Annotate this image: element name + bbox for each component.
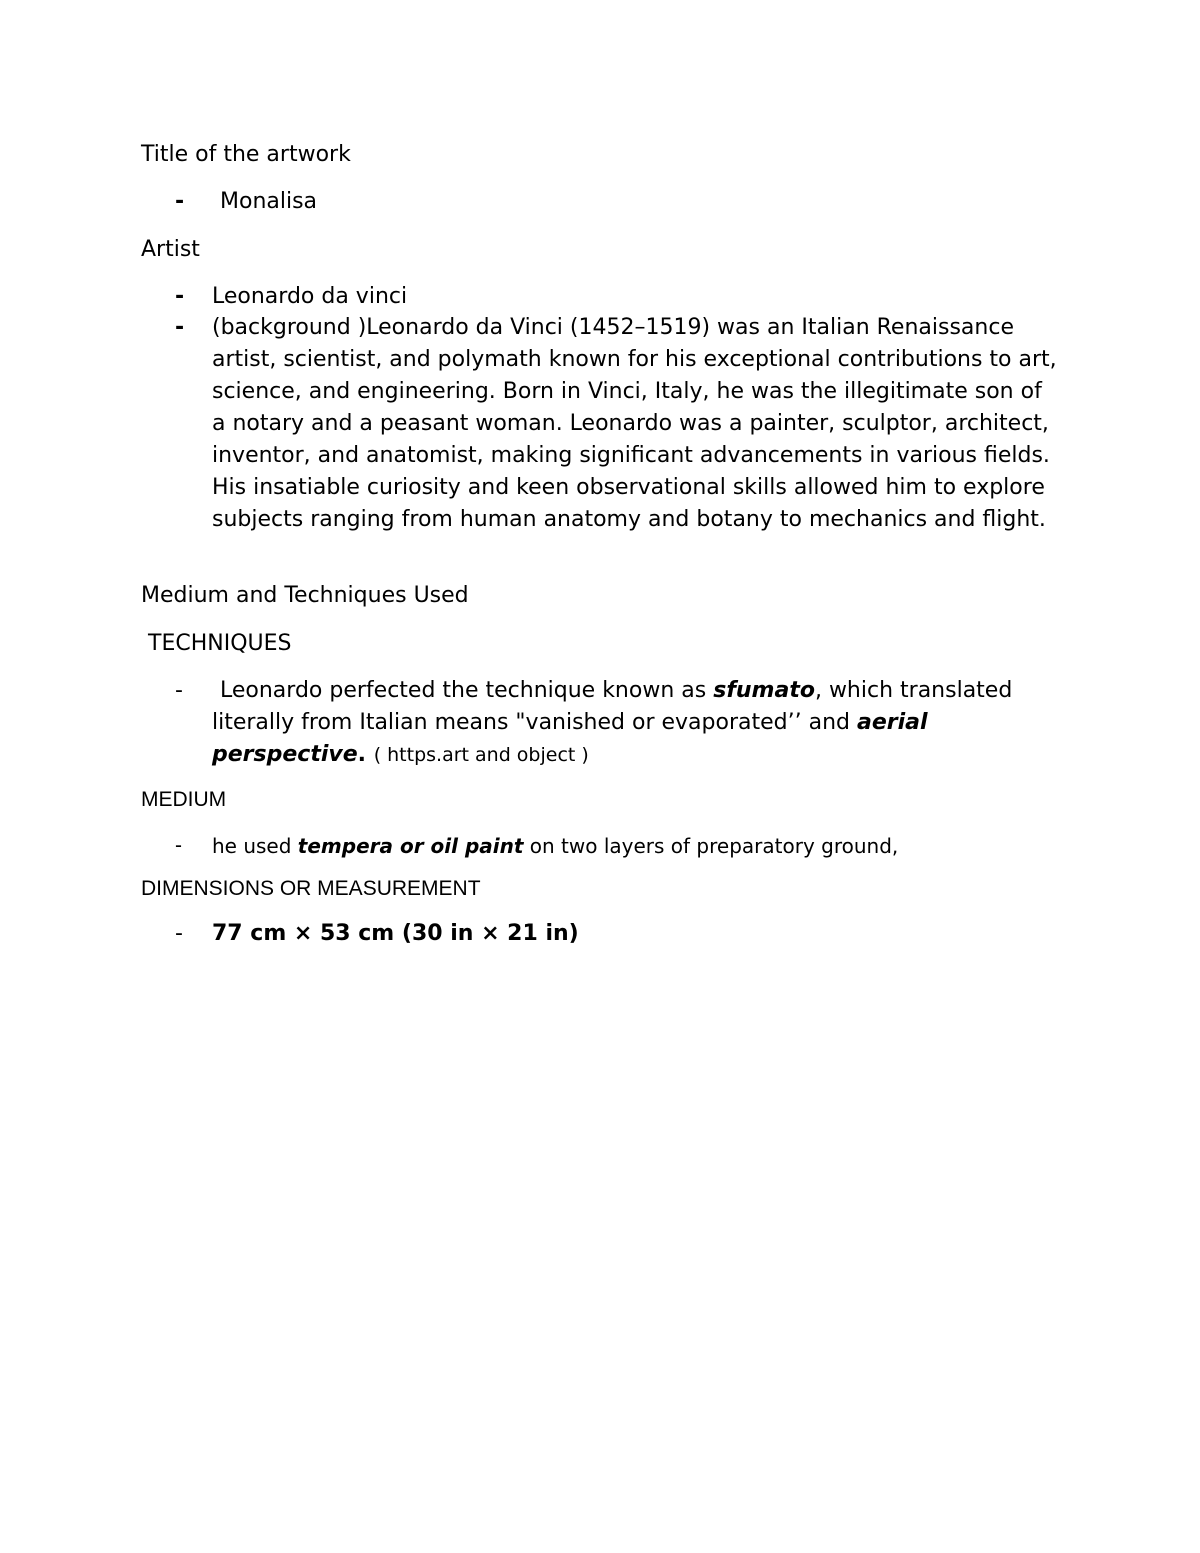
medium-text-part1: he used (212, 834, 298, 858)
techniques-text (212, 675, 1042, 771)
dimensions-value: 77 cm × 53 cm (30 in × 21 in) (212, 921, 579, 946)
medium-techniques-heading: Medium and Techniques Used (141, 583, 469, 608)
list-dash: - (175, 315, 185, 340)
tempera-oil-term: tempera or oil paint (297, 834, 524, 858)
dimensions-heading: DIMENSIONS OR MEASUREMENT (141, 877, 481, 900)
medium-text (212, 831, 1062, 861)
title-heading: Title of the artwork (141, 142, 351, 167)
list-dash: - (175, 678, 183, 703)
techniques-text-part3: . (357, 742, 374, 767)
medium-text-part2: on two layers of preparatory ground, (523, 834, 899, 858)
sfumato-term: sfumato (713, 678, 815, 703)
artist-name: Leonardo da vinci (212, 284, 408, 309)
aerial-perspective-term: aerial perspective (212, 710, 928, 767)
medium-heading: MEDIUM (141, 788, 227, 811)
techniques-heading: TECHNIQUES (148, 631, 292, 656)
list-dash: - (175, 189, 185, 214)
list-dash: - (175, 834, 182, 857)
list-dash: - (175, 284, 185, 309)
artist-heading: Artist (141, 237, 200, 262)
title-value: Monalisa (220, 189, 318, 214)
techniques-text-part2: , which translated literally from Italian means "vanished or evaporated’’ and (212, 678, 1013, 735)
list-dash: - (175, 921, 183, 946)
techniques-reference: ( https.art and object ) (373, 744, 589, 766)
artist-background: (background )Leonardo da Vinci (1452–1519) was an Italian Renaissance artist, scientist, and polymath known for his exceptional contributions to art, science, and engineering. Born in Vinci, Italy, he was the illegitimate son of a notary and a peasant woman. Leonardo was a painter, sculptor, architect, inventor, and anatomist, making significant advancements in various fields. His insatiable curiosity and keen observational skills allowed him to explore subjects ranging from human anatomy and botany to mechanics and flight. (212, 315, 1057, 532)
techniques-text-part1: Leonardo perfected the technique known as (220, 678, 714, 703)
